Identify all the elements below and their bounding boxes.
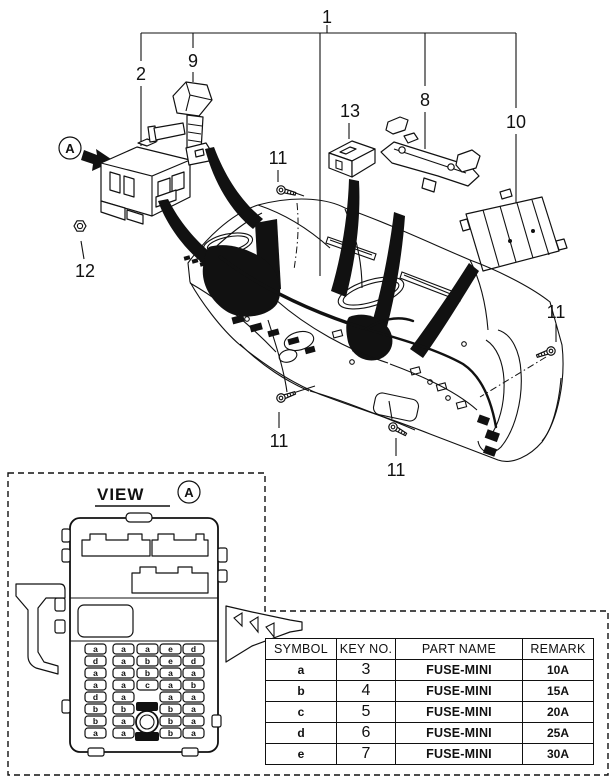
fuse-cell-label: a	[93, 644, 98, 654]
fuse-cell-label: b	[167, 704, 174, 714]
table-cell: c	[266, 702, 337, 723]
fuse-cell-label: d	[190, 644, 197, 654]
table-cell: FUSE-MINI	[396, 681, 523, 702]
nut-icon	[74, 221, 86, 231]
callout-9: 9	[187, 51, 199, 71]
table-cell: 7	[337, 744, 396, 765]
fuse-cell-label: a	[191, 692, 196, 702]
fuse-cell-label: b	[167, 716, 174, 726]
fuse-cell-label: a	[145, 644, 150, 654]
callout-11-bottom-left: 11	[269, 431, 289, 451]
table-cell: b	[266, 681, 337, 702]
table-row	[266, 702, 594, 723]
fuse-cell-label: c	[145, 680, 150, 690]
table-cell: a	[266, 660, 337, 681]
callout-11-top: 11	[268, 148, 288, 168]
table-cell: 15A	[523, 681, 594, 702]
table-header-cell: REMARK	[523, 639, 594, 660]
callout-10: 10	[505, 112, 527, 132]
callout-2: 2	[135, 64, 147, 84]
fuse-cell-label: b	[167, 728, 174, 738]
fuse-cell-label: a	[168, 680, 173, 690]
fuse-cell-label: b	[144, 668, 151, 678]
fuse-cell-label: e	[168, 656, 173, 666]
callout-11-right: 11	[546, 302, 566, 322]
fuse-cell-label: a	[121, 728, 126, 738]
bolt-icon	[387, 421, 408, 438]
table-row	[266, 723, 594, 744]
callout-1: 1	[321, 7, 333, 27]
part-13-relay	[329, 141, 375, 177]
table-header-row	[266, 639, 594, 660]
harness-whip	[331, 179, 359, 297]
fuse-cell-label: a	[168, 692, 173, 702]
harness-whip	[410, 263, 479, 358]
view-a-marker: A	[184, 485, 194, 500]
fuse-cell-label: a	[191, 704, 196, 714]
table-cell: 25A	[523, 723, 594, 744]
table-header-cell: SYMBOL	[266, 639, 337, 660]
fuse-cell-label: a	[121, 668, 126, 678]
fuse-cell-label: d	[92, 692, 99, 702]
table-cell: FUSE-MINI	[396, 744, 523, 765]
bolt-icon	[535, 346, 556, 360]
table-cell: e	[266, 744, 337, 765]
table-cell: 10A	[523, 660, 594, 681]
table-cell: 30A	[523, 744, 594, 765]
fuse-cell-label: b	[92, 716, 99, 726]
fuse-cell-label: a	[191, 716, 196, 726]
fuse-cell-label: a	[121, 692, 126, 702]
fuse-cell-label: a	[93, 668, 98, 678]
fuse-cell-label: e	[168, 644, 173, 654]
view-a-fusebox	[16, 513, 302, 756]
callout-13: 13	[339, 101, 361, 121]
fuse-cell-label: a	[121, 656, 126, 666]
fuse-cell-label: a	[121, 680, 126, 690]
fuse-cell-label: d	[190, 656, 197, 666]
fuse-cell-label: a	[168, 668, 173, 678]
fuse-cell-label: b	[92, 704, 99, 714]
fusebox-center-bolt	[135, 702, 159, 741]
fuse-cell-label: a	[93, 680, 98, 690]
table-cell: 6	[337, 723, 396, 744]
table-cell: 20A	[523, 702, 594, 723]
table-cell: 4	[337, 681, 396, 702]
fuse-cell-label: a	[93, 728, 98, 738]
view-a-title: VIEW	[97, 485, 145, 504]
fuse-cell-label: a	[191, 668, 196, 678]
table-cell: FUSE-MINI	[396, 723, 523, 744]
part-10-slatted-bracket	[460, 189, 567, 271]
fuse-cell-label: a	[191, 728, 196, 738]
table-header-cell: KEY NO.	[337, 639, 396, 660]
callout-11-bottom-mid: 11	[386, 460, 406, 480]
bolt-icon	[276, 185, 297, 198]
table-cell: 3	[337, 660, 396, 681]
table-header-cell: PART NAME	[396, 639, 523, 660]
fuse-cell-label: b	[190, 680, 197, 690]
table-cell: d	[266, 723, 337, 744]
table-cell: FUSE-MINI	[396, 660, 523, 681]
fuse-cell-label: d	[92, 656, 99, 666]
parts-table	[265, 638, 594, 765]
part-8-support-bracket	[381, 117, 480, 192]
bolt-icon	[276, 389, 297, 403]
table-cell: 5	[337, 702, 396, 723]
table-body	[266, 660, 594, 765]
table-row	[266, 744, 594, 765]
wiring-harness	[158, 147, 500, 457]
fuse-cell-label: a	[121, 716, 126, 726]
callout-8: 8	[419, 90, 431, 110]
fuse-cell-label: b	[144, 656, 151, 666]
fuse-cell-label: b	[120, 704, 127, 714]
table-cell: FUSE-MINI	[396, 702, 523, 723]
fuse-cell-label: a	[121, 644, 126, 654]
table-row	[266, 660, 594, 681]
table-row	[266, 681, 594, 702]
circle-a-label: A	[65, 141, 75, 156]
callout-12: 12	[74, 261, 96, 281]
part-2-junction-box	[101, 139, 190, 224]
